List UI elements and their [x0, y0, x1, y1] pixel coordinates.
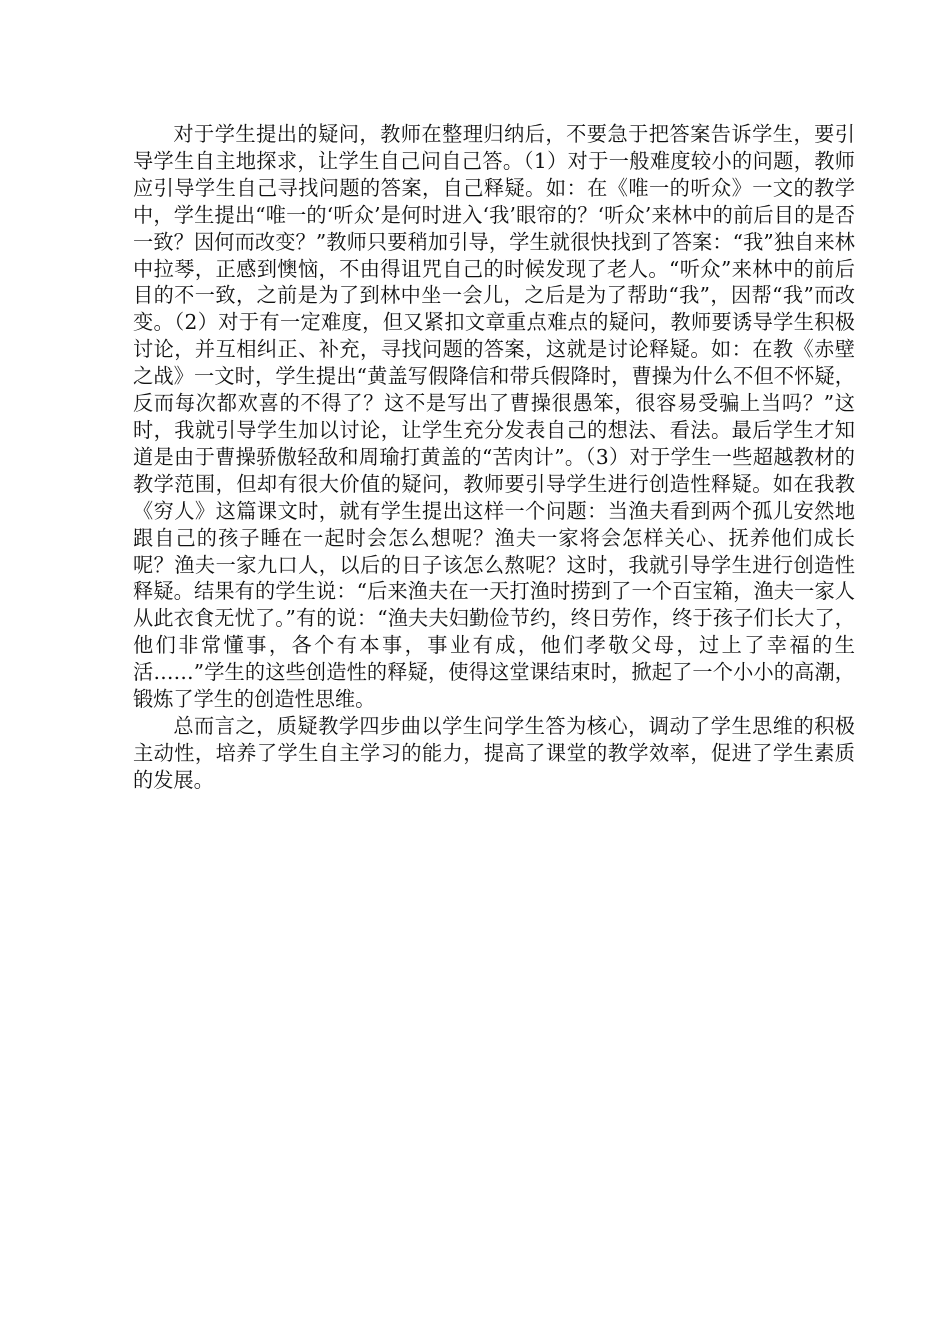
paragraph-conclusion: 总而言之，质疑教学四步曲以学生问学生答为核心，调动了学生思维的积极主动性，培养了学生自主学习的能力，提高了课堂的教学效率，促进了学生素质的发展。 — [133, 713, 855, 792]
document-body — [133, 121, 855, 794]
paragraph-creative-clarification: 对于学生提出的疑问，教师在整理归纳后，不要急于把答案告诉学生，要引导学生自主地探求，让学生自己问自己答。（1）对于一般难度较小的问题，教师应引导学生自己寻找问题的答案，自己释疑。如：在《唯一的听众》一文的教学中，学生提出“唯一的‘听众’是何时进入‘我’眼帘的？‘听众’来林中的前后目的是否一致？因何而改变？”教师只要稍加引导，学生就很快找到了答案：“我”独自来林中拉琴，正感到懊恼，不由得诅咒自己的时候发现了老人。“听众”来林中的前后目的不一致，之前是为了到林中坐一会儿，之后是为了帮助“我”，因帮“我”而改变。（2）对于有一定难度，但又紧扣文章重点难点的疑问，教师要诱导学生积极讨论，并互相纠正、补充，寻找问题的答案，这就是讨论释疑。如：在教《赤壁之战》一文时，学生提出“黄盖写假降信和带兵假降时，曹操为什么不但不怀疑，反而每次都欢喜的不得了？这不是写出了曹操很愚笨，很容易受骗上当吗？”这时，我就引导学生加以讨论，让学生充分发表自己的想法、看法。最后学生才知道是由于曹操骄傲轻敌和周瑜打黄盖的“苦肉计”。（3）对于学生一些超越教材的教学范围，但却有很大价值的疑问，教师要引导学生进行创造性释疑。如在我教《穷人》这篇课文时，就有学生提出这样一个问题：当渔夫看到两个孤儿安然地跟自己的孩子睡在一起时会怎么想呢？渔夫一家将会怎样关心、抚养他们成长呢？渔夫一家九口人，以后的日子该怎么熬呢？这时，我就引导学生进行创造性释疑。结果有的学生说：“后来渔夫在一天打渔时捞到了一个百宝箱，渔夫一家人从此衣食无忧了。”有的说：“渔夫夫妇勤俭节约，终日劳作，终于孩子们长大了，他们非常懂事，各个有本事，事业有成，他们孝敬父母，过上了幸福的生活……”学生的这些创造性的释疑，使得这堂课结束时，掀起了一个小小的高潮，锻炼了学生的创造性思维。 — [133, 122, 855, 712]
